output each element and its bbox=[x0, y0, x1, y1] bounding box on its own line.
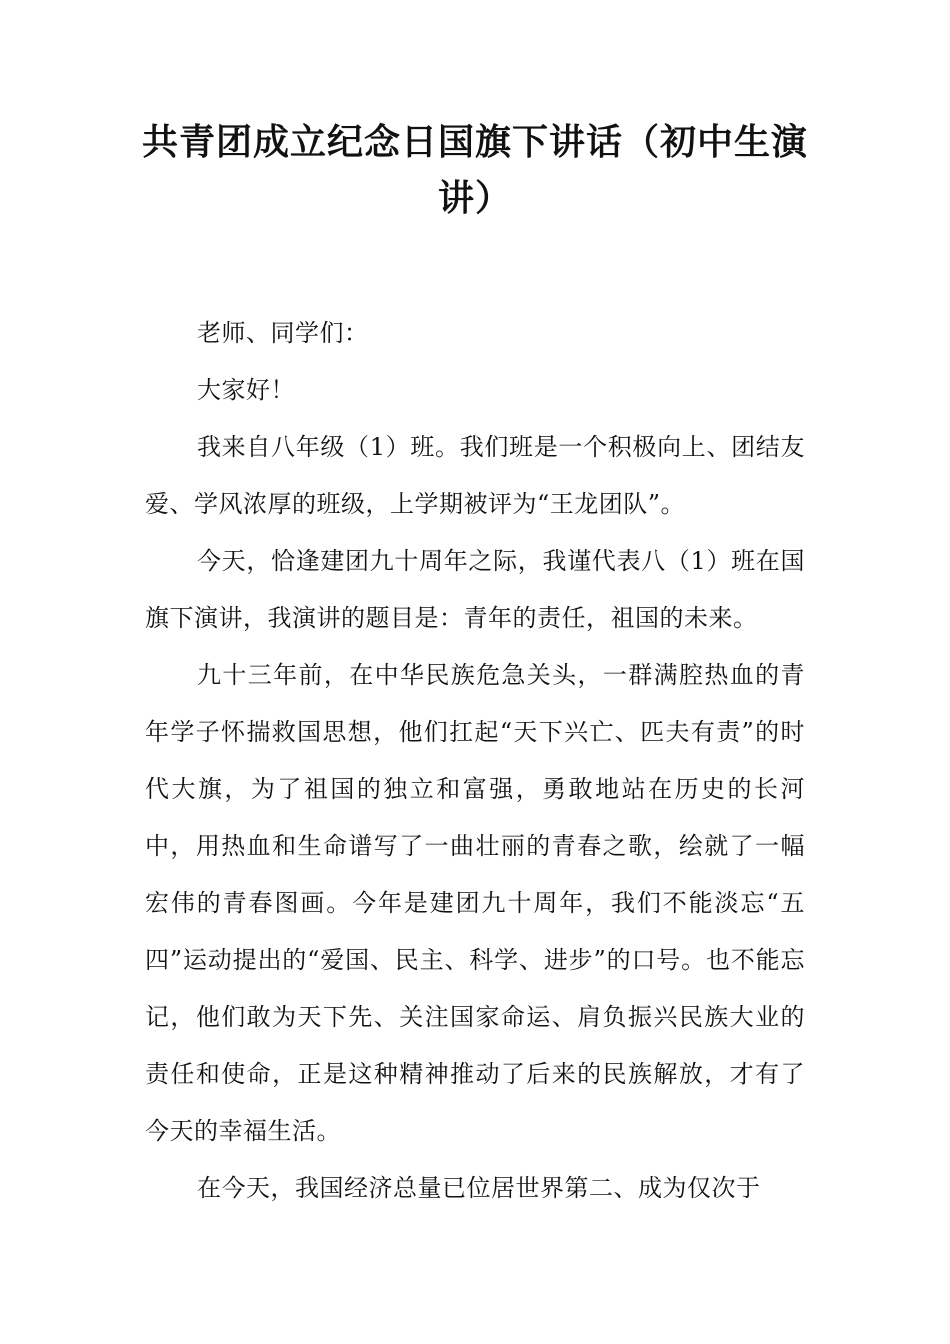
topic-paragraph: 今天，恰逢建团九十周年之际，我谨代表八（1）班在国旗下演讲，我演讲的题目是：青年的责任，祖国的未来。 bbox=[145, 547, 805, 632]
class-intro-paragraph: 我来自八年级（1）班。我们班是一个积极向上、团结友爱、学风浓厚的班级，上学期被评为“王龙团队”。 bbox=[145, 433, 805, 518]
history-paragraph: 九十三年前，在中华民族危急关头，一群满腔热血的青年学子怀揣救国思想，他们扛起“天下兴亡、匹夫有责”的时代大旗，为了祖国的独立和富强，勇敢地站在历史的长河中，用热血和生命谱写了一曲壮丽的青春之歌，绘就了一幅宏伟的青春图画。今年是建团九十周年，我们不能淡忘“五四”运动提出的“爱国、民主、科学、进步”的口号。也不能忘记，他们敢为天下先、关注国家命运、肩负振兴民族大业的责任和使命，正是这种精神推动了后来的民族解放，才有了今天的幸福生活。 bbox=[145, 661, 805, 1145]
salutation-paragraph: 大家好！ bbox=[197, 376, 295, 404]
document-body bbox=[145, 305, 805, 1217]
document-title: 共青团成立纪念日国旗下讲话（初中生演讲） bbox=[141, 121, 808, 219]
today-paragraph: 在今天，我国经济总量已位居世界第二、成为仅次于 bbox=[197, 1174, 761, 1202]
greeting-paragraph: 老师、同学们： bbox=[197, 319, 369, 347]
